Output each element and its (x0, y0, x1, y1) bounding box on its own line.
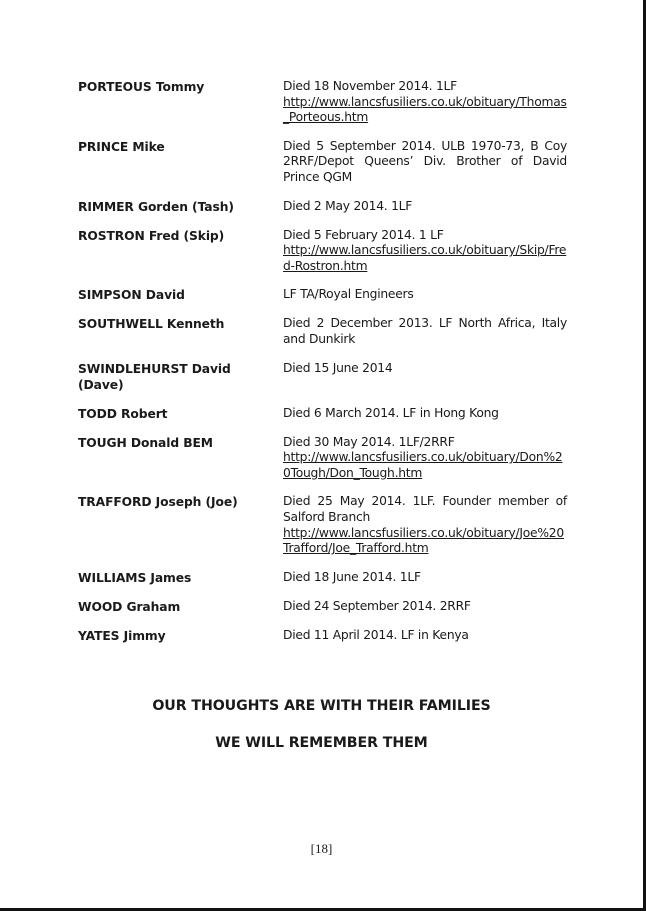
entry-details: Died 2 December 2013. LF North Africa, Italy and Dunkirk (283, 316, 567, 346)
entry-name: WILLIAMS James (78, 570, 192, 585)
entry-name: PRINCE Mike (78, 139, 165, 154)
link-line: _Porteous.htm (283, 110, 369, 125)
entry-name: SWINDLEHURST David (Dave) (78, 361, 231, 392)
entry-name: PORTEOUS Tommy (78, 80, 205, 94)
entry-details: Died 24 September 2014. 2RRF (283, 598, 471, 613)
link-line: http://www.lancsfusiliers.co.uk/obituary/Skip/Fre (283, 243, 567, 258)
entry-details (283, 228, 567, 275)
entry-details: LF TA/Royal Engineers (283, 287, 414, 302)
page-number: [18] (310, 841, 333, 856)
entry-name: ROSTRON Fred (Skip) (78, 228, 225, 243)
obituary-link[interactable] (283, 450, 567, 481)
list-item (78, 494, 568, 556)
entry-details: Died 2 May 2014. 1LF (283, 198, 413, 213)
entry-name: SIMPSON David (78, 288, 185, 303)
link-line: Trafford/Joe_Trafford.htm (283, 541, 429, 556)
link-line: 0Tough/Don_Tough.htm (283, 465, 423, 480)
entry-details: Died 18 June 2014. 1LF (283, 569, 421, 584)
obituary-link[interactable] (283, 95, 567, 126)
link-line: http://www.lancsfusiliers.co.uk/obituary/Don%2 (283, 450, 563, 465)
link-line: http://www.lancsfusiliers.co.uk/obituary/Joe%20 (283, 525, 564, 540)
obituary-link[interactable] (283, 526, 567, 557)
list-item (78, 228, 568, 275)
entry-name: YATES Jimmy (78, 628, 166, 643)
closing-line-remember: WE WILL REMEMBER THEM (215, 735, 428, 751)
list-item (78, 287, 568, 303)
obituary-link[interactable] (283, 243, 567, 274)
entry-name: TODD Robert (78, 406, 168, 421)
entry-details (283, 435, 567, 482)
entry-details (283, 79, 567, 126)
entry-details: Died 15 June 2014 (283, 360, 393, 375)
entry-name: SOUTHWELL Kenneth (78, 317, 225, 332)
list-item (78, 316, 568, 347)
entry-name: TRAFFORD Joseph (Joe) (78, 495, 238, 510)
obituary-list (78, 79, 568, 657)
link-line: http://www.lancsfusiliers.co.uk/obituary/Thomas (283, 94, 567, 109)
entry-details-text: Died 18 November 2014. 1LF (283, 79, 457, 93)
list-item (78, 599, 568, 615)
entry-name: TOUGH Donald BEM (78, 435, 213, 450)
list-item (78, 570, 568, 586)
list-item (78, 361, 568, 393)
entry-details: Died 11 April 2014. LF in Kenya (283, 627, 469, 642)
entry-details-text: Died 25 May 2014. 1LF. Founder member of Salford Branch (283, 494, 567, 524)
link-line: d-Rostron.htm (283, 258, 368, 273)
entry-details (283, 494, 567, 556)
list-item (78, 435, 568, 482)
list-item (78, 79, 568, 126)
list-item (78, 139, 568, 186)
entry-details: Died 5 September 2014. ULB 1970-73, B Coy 2RRF/Depot Queens’ Div. Brother of David Prince QGM (283, 138, 567, 184)
entry-name: RIMMER Gorden (Tash) (78, 199, 234, 214)
list-item (78, 406, 568, 422)
entry-name: WOOD Graham (78, 599, 181, 614)
entry-details-text: Died 30 May 2014. 1LF/2RRF (283, 434, 455, 449)
list-item (78, 628, 568, 644)
entry-details: Died 6 March 2014. LF in Hong Kong (283, 405, 499, 420)
entry-details-text: Died 5 February 2014. 1 LF (283, 227, 444, 242)
closing-line-families: OUR THOUGHTS ARE WITH THEIR FAMILIES (152, 698, 491, 714)
list-item (78, 199, 568, 215)
